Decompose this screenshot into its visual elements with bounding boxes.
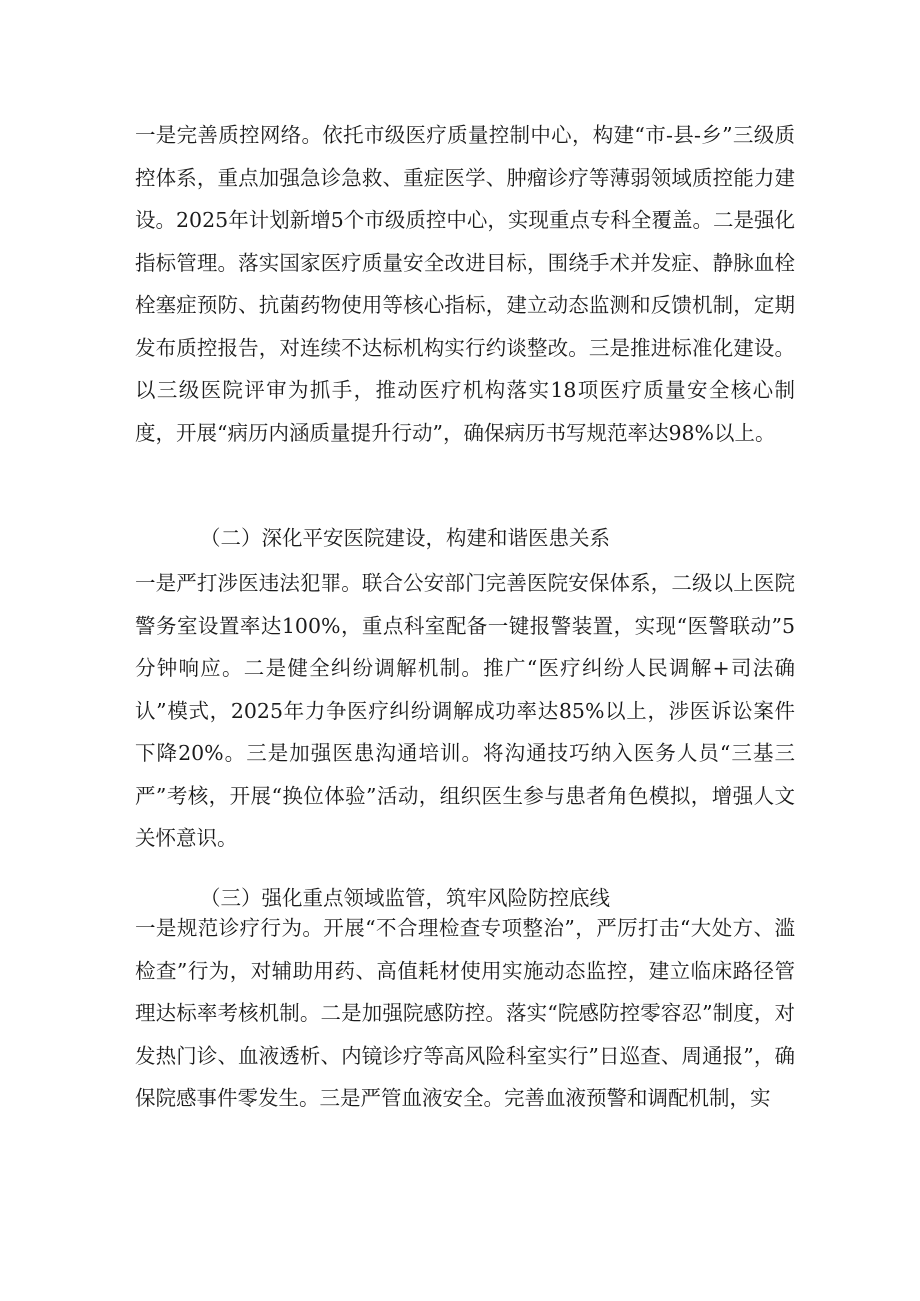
section-3-body: 一是规范诊疗行为。开展“不合理检查专项整治”，严厉打击“大处方、滥检查”行为，对辅助用药、高值耗材使用实施动态监控，建立临床路径管理达标率考核机制。二是加强院感防控。落实“院感防控零容忍”制度，对发热门诊、血液透析、内镜诊疗等高风险科室实行”日巡查、周通报”，确保院感事件零发生。三是严管血液安全。完善血液预警和调配机制，实 bbox=[135, 916, 795, 1110]
section-1-body: 一是完善质控网络。依托市级医疗质量控制中心，构建“市-县-乡”三级质控体系，重点加强急诊急救、重症医学、肿瘤诊疗等薄弱领域质控能力建设。2025年计划新增5个市级质控中心，实现重点专科全覆盖。二是强化指标管理。落实国家医疗质量安全改进目标，围绕手术并发症、静脉血栓栓塞症预防、抗菌药物使用等核心指标，建立动态监测和反馈机制，定期发布质控报告，对连续不达标机构实行约谈整改。三是推进标准化建设。以三级医院评审为抓手，推动医疗机构落实18项医疗质量安全核心制度，开展“病历内涵质量提升行动”，确保病历书写规范率达98%以上。 bbox=[135, 123, 795, 445]
section-2-body: 一是严打涉医违法犯罪。联合公安部门完善医院安保体系，二级以上医院警务室设置率达100%，重点科室配备一键报警装置，实现“医警联动”5分钟响应。二是健全纠纷调解机制。推广“医疗纠纷人民调解+司法确认”模式，2025年力争医疗纠纷调解成功率达85%以上，涉医诉讼案件下降20%。三是加强医患沟通培训。将沟通技巧纳入医务人员“三基三严”考核，开展“换位体验”活动，组织医生参与患者角色模拟，增强人文关怀意识。 bbox=[135, 571, 795, 850]
section-2-heading: （二）深化平安医院建设，构建和谐医患关系 bbox=[200, 526, 610, 550]
section-3-heading: （三）强化重点领域监管，筑牢风险防控底线 bbox=[200, 886, 610, 910]
